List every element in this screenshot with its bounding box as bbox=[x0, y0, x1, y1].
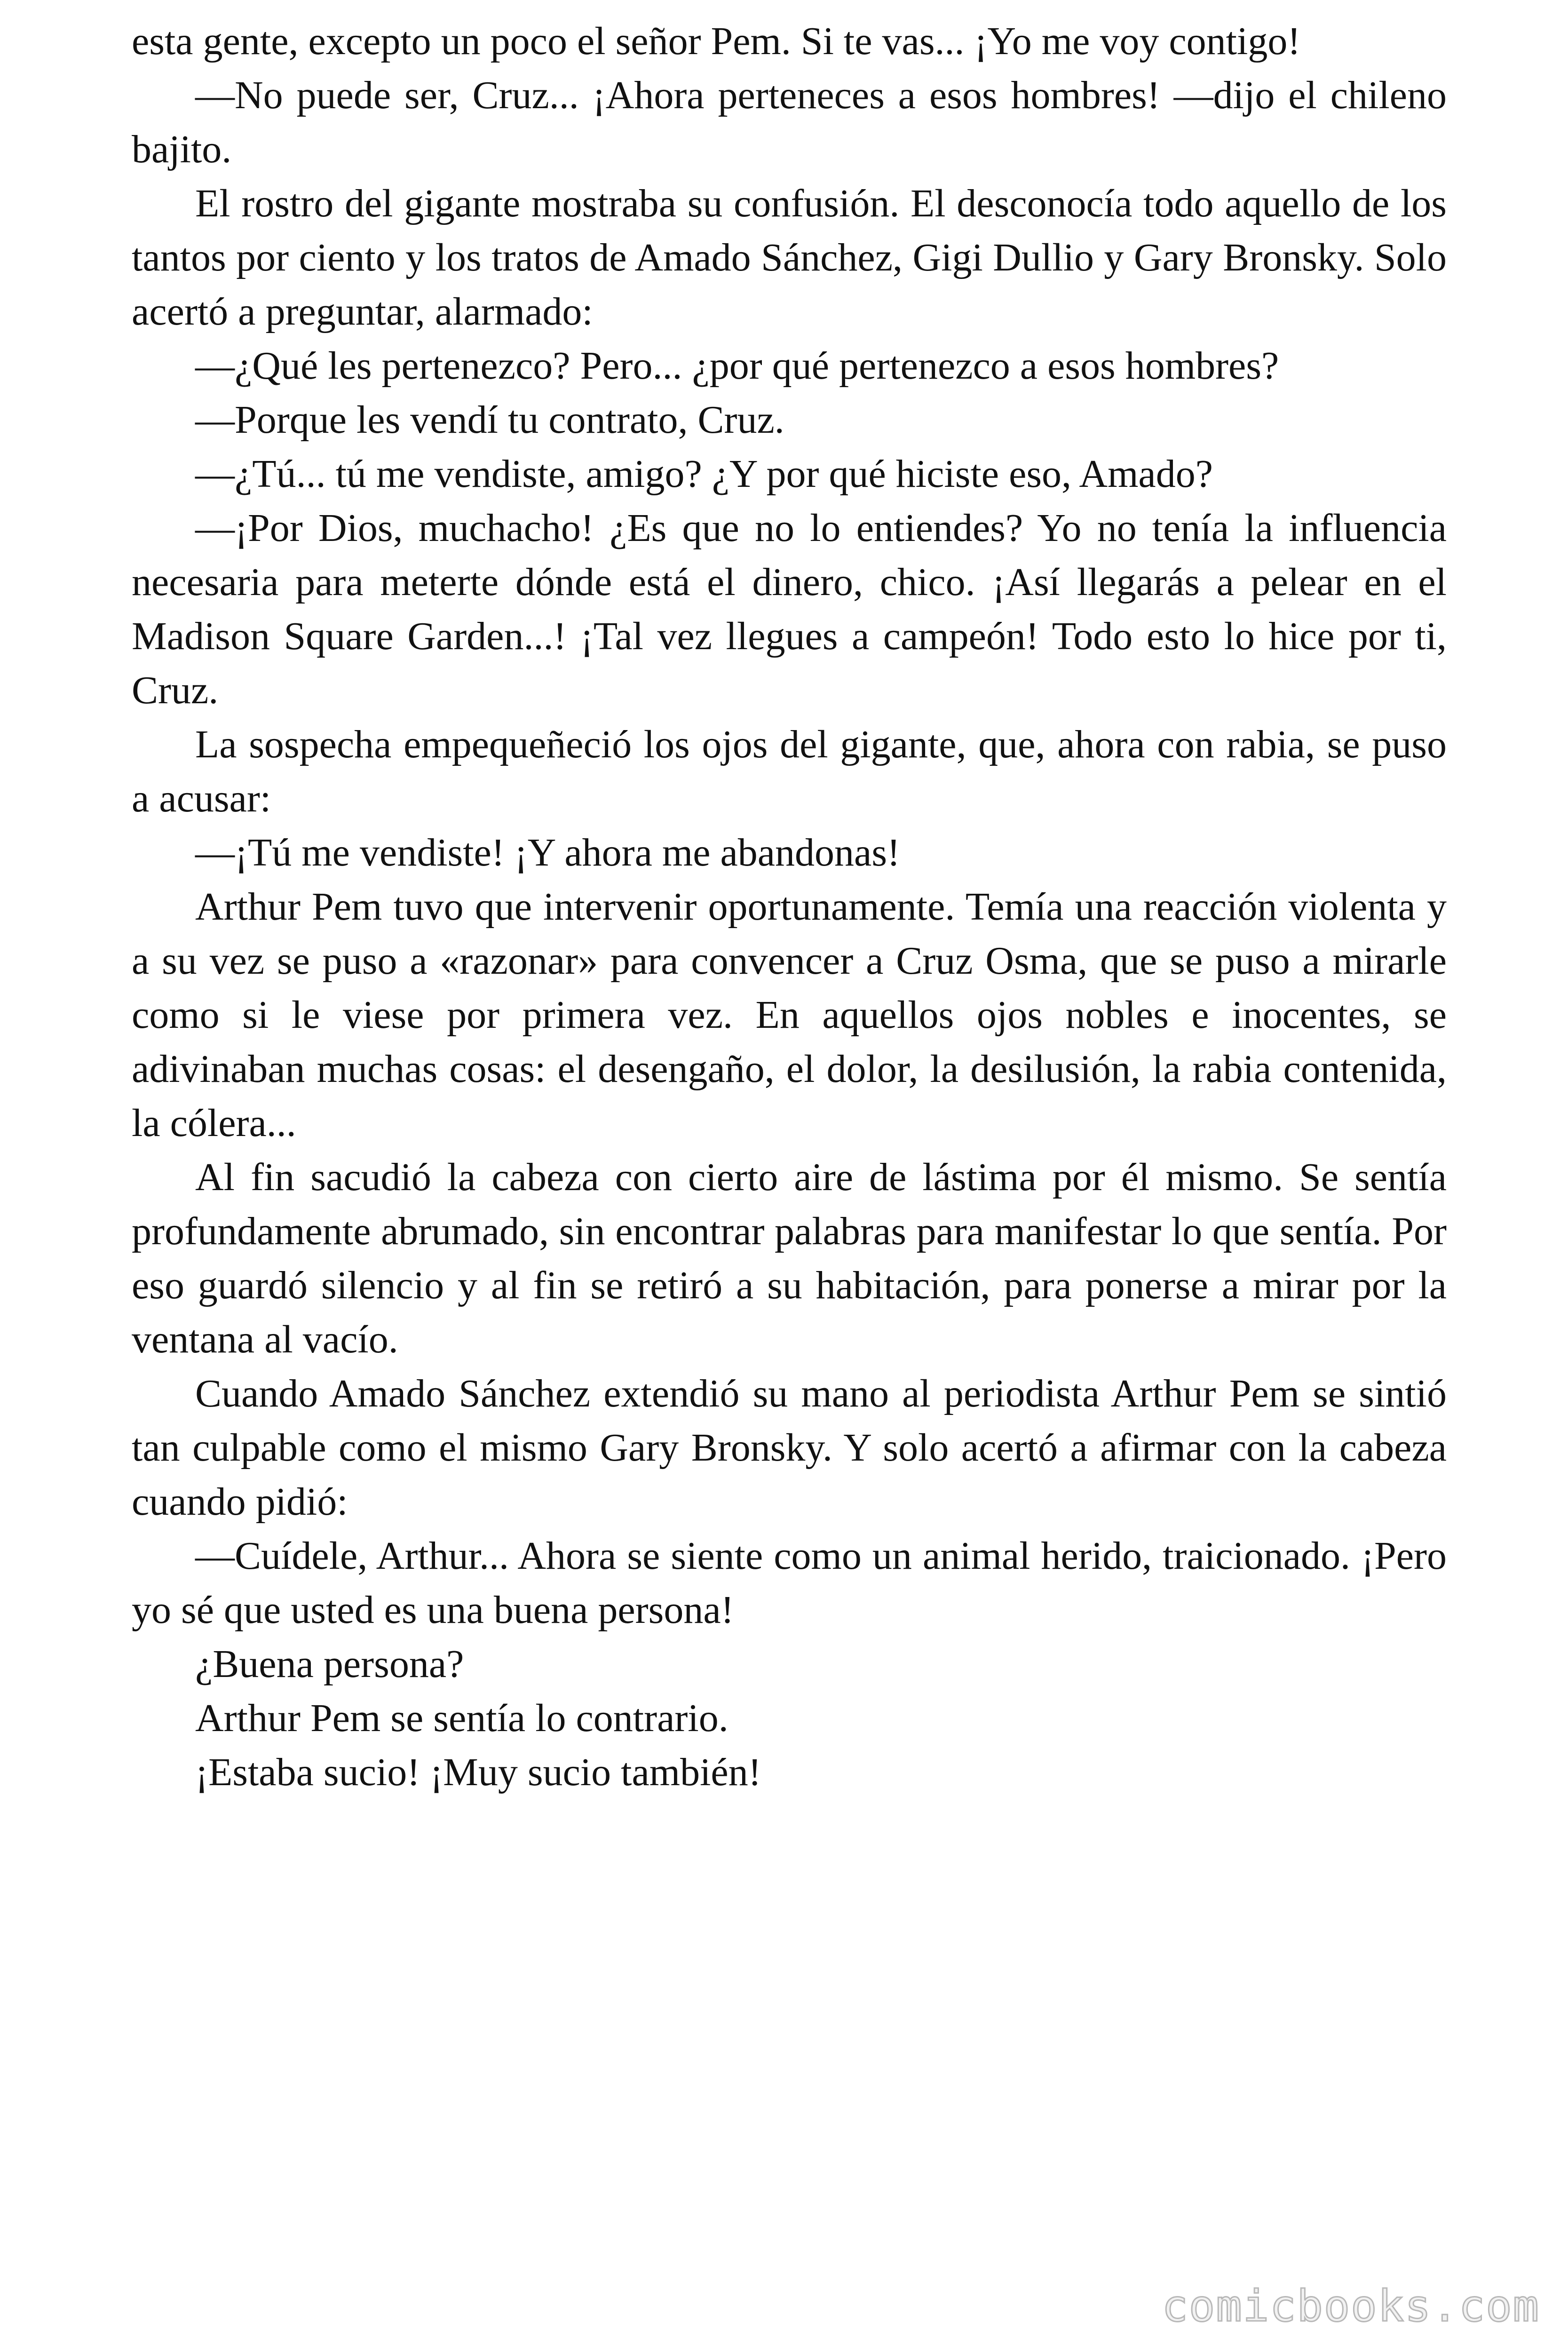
paragraph: Cuando Amado Sánchez extendió su mano al periodista Arthur Pem se sintió tan culpable como el mismo Gary Bronsky. Y solo acertó a afirmar con la cabeza cuando pidió: bbox=[132, 1372, 1447, 1524]
paragraph: La sospecha empequeñeció los ojos del gigante, que, ahora con rabia, se puso a acusar: bbox=[132, 723, 1447, 820]
paragraph: —¿Tú... tú me vendiste, amigo? ¿Y por qué hiciste eso, Amado? bbox=[195, 452, 1213, 496]
watermark-logo: comicbooks.com bbox=[1162, 2281, 1540, 2331]
paragraph: Al fin sacudió la cabeza con cierto aire de lástima por él mismo. Se sentía profundamente abrumado, sin encontrar palabras para manifestar lo que sentía. Por eso guardó silencio y al fin se retiró a su habitación, para ponerse a mirar por la ventana al vacío. bbox=[132, 1155, 1447, 1361]
paragraph: esta gente, excepto un poco el señor Pem. Si te vas... ¡Yo me voy contigo! bbox=[132, 19, 1301, 63]
paragraph: Arthur Pem se sentía lo contrario. bbox=[195, 1696, 729, 1740]
page-body bbox=[132, 14, 1447, 1799]
paragraph: —¡Por Dios, muchacho! ¿Es que no lo entiendes? Yo no tenía la influencia necesaria para meterte dónde está el dinero, chico. ¡Así llegarás a pelear en el Madison Square Garden...! ¡Tal vez llegues a campeón! Todo esto lo hice por ti, Cruz. bbox=[132, 506, 1447, 712]
paragraph: El rostro del gigante mostraba su confusión. El desconocía todo aquello de los tantos por ciento y los tratos de Amado Sánchez, Gigi Dullio y Gary Bronsky. Solo acertó a preguntar, alarmado: bbox=[132, 182, 1447, 334]
paragraph: —Porque les vendí tu contrato, Cruz. bbox=[195, 398, 784, 442]
paragraph: Arthur Pem tuvo que intervenir oportunamente. Temía una reacción violenta y a su vez se puso a «razonar» para convencer a Cruz Osma, que se puso a mirarle como si le viese por primera vez. En aquellos ojos nobles e inocentes, se adivinaban muchas cosas: el desengaño, el dolor, la desilusión, la rabia contenida, la cólera... bbox=[132, 885, 1447, 1145]
paragraph: ¿Buena persona? bbox=[195, 1642, 464, 1686]
paragraph: ¡Estaba sucio! ¡Muy sucio también! bbox=[195, 1750, 761, 1794]
paragraph: —¿Qué les pertenezco? Pero... ¿por qué pertenezco a esos hombres? bbox=[195, 344, 1279, 388]
paragraph: —No puede ser, Cruz... ¡Ahora perteneces a esos hombres! —dijo el chileno bajito. bbox=[132, 73, 1447, 171]
paragraph: —Cuídele, Arthur... Ahora se siente como un animal herido, traicionado. ¡Pero yo sé que usted es una buena persona! bbox=[132, 1534, 1447, 1632]
paragraph: —¡Tú me vendiste! ¡Y ahora me abandonas! bbox=[195, 831, 900, 874]
